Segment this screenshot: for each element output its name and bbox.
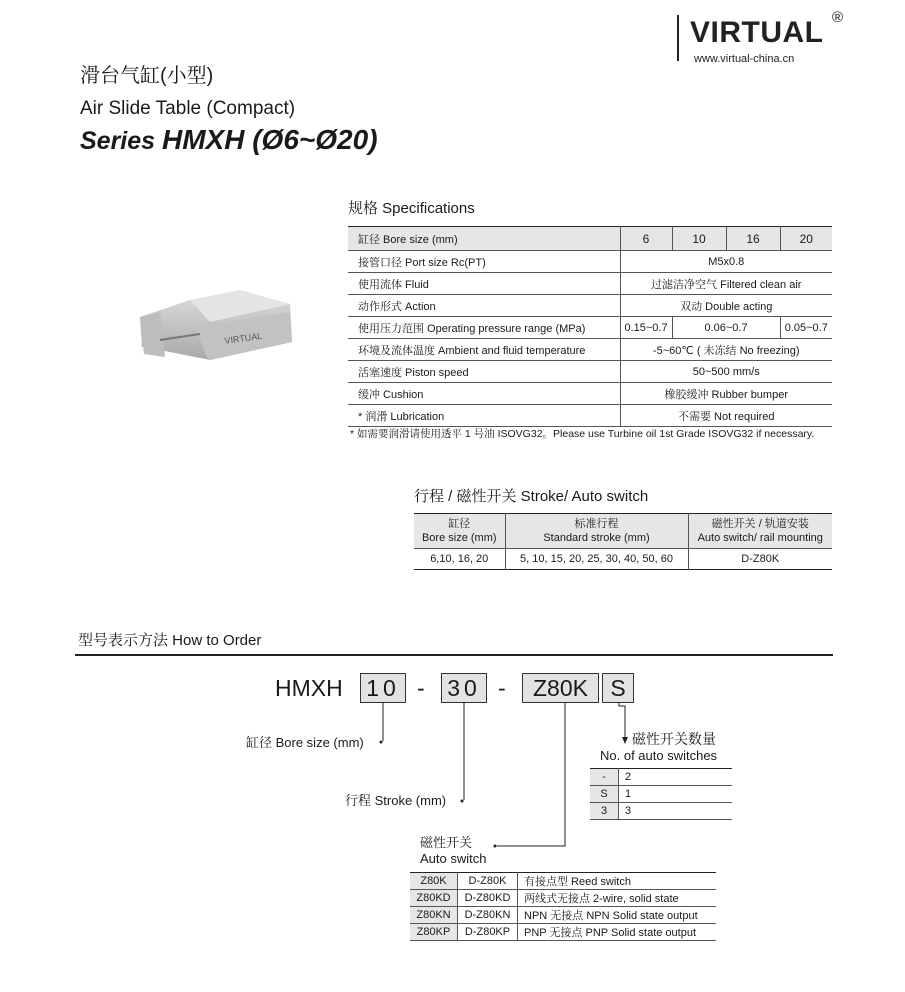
switch-code: Z80KN (410, 907, 458, 924)
switch-value: D-Z80K (688, 549, 832, 570)
order-prefix: HMXH (275, 675, 343, 701)
switch-label-en: Auto switch (420, 851, 487, 866)
dash: - (498, 675, 506, 701)
table-row (410, 907, 716, 924)
switch-model: D-Z80KP (458, 924, 518, 941)
spec-label: 活塞速度 Piston speed (348, 361, 620, 383)
qty-table (590, 768, 732, 820)
table-row (410, 890, 716, 907)
spec-value: 0.15~0.7 (620, 317, 672, 339)
qty-code: 3 (590, 803, 619, 820)
spec-value: 橡胶缓冲 Rubber bumper (620, 383, 832, 405)
switch-desc: NPN 无接点 NPN Solid state output (518, 907, 717, 924)
spec-label: 使用流体 Fluid (348, 273, 620, 295)
product-label: VIRTUAL (223, 330, 263, 346)
spec-value: 0.05~0.7 (780, 317, 832, 339)
switch-code: Z80KP (410, 924, 458, 941)
stroke-values: 5, 10, 15, 20, 25, 30, 40, 50, 60 (505, 549, 688, 570)
switch-model: D-Z80K (458, 873, 518, 890)
specs-heading: 规格 Specifications (348, 200, 475, 217)
qty-code: - (590, 769, 619, 786)
header-switch: 磁性开关 / 轨道安装 Auto switch/ rail mounting (688, 514, 832, 549)
order-heading: 型号表示方法 How to Order (78, 632, 262, 649)
header-bore: 缸径 Bore size (mm) (414, 514, 505, 549)
switch-model: D-Z80KD (458, 890, 518, 907)
qty-code-box: S (602, 673, 634, 703)
qty-count: 1 (619, 786, 733, 803)
qty-count: 3 (619, 803, 733, 820)
spec-label: 使用压力范围 Operating pressure range (MPa) (348, 317, 620, 339)
title-cn: 滑台气缸(小型) (80, 65, 214, 87)
qty-count: 2 (619, 769, 733, 786)
switch-table (410, 872, 716, 941)
table-row (410, 873, 716, 890)
header-stroke: 标准行程 Standard stroke (mm) (505, 514, 688, 549)
bore-code-box: 10 (360, 673, 406, 703)
series-prefix: Series (80, 127, 156, 155)
bore-size-label: 缸径 Bore size (mm) (348, 227, 620, 251)
spec-label: 缓冲 Cushion (348, 383, 620, 405)
switch-model: D-Z80KN (458, 907, 518, 924)
title-en: Air Slide Table (Compact) (80, 98, 296, 119)
qty-label-en: No. of auto switches (600, 748, 718, 763)
table-row (590, 769, 732, 786)
brand-url: www.virtual-china.cn (694, 53, 795, 65)
switch-desc: 有接点型 Reed switch (518, 873, 717, 890)
table-row (590, 786, 732, 803)
switch-code-box: Z80K (522, 673, 599, 703)
spec-value: M5x0.8 (620, 251, 832, 273)
spec-value: 0.06~0.7 (672, 317, 780, 339)
bore-value: 6 (620, 227, 672, 251)
qty-label-cn: 磁性开关数量 (632, 731, 716, 747)
spec-label: 接管口径 Port size Rc(PT) (348, 251, 620, 273)
spec-value: 双动 Double acting (620, 295, 832, 317)
table-row (590, 803, 732, 820)
spec-label: 动作形式 Action (348, 295, 620, 317)
qty-code: S (590, 786, 619, 803)
spec-value: -5~60℃ ( 未冻结 No freezing) (620, 339, 832, 361)
stroke-code-box: 30 (441, 673, 487, 703)
spec-value: 不需要 Not required (620, 405, 832, 427)
series-name: HMXH (Ø6~Ø20) (162, 124, 378, 155)
switch-desc: PNP 无接点 PNP Solid state output (518, 924, 717, 941)
stroke-label: 行程 Stroke (mm) (345, 793, 447, 808)
dash: - (417, 675, 425, 701)
switch-code: Z80K (410, 873, 458, 890)
bore-values: 6,10, 16, 20 (430, 553, 489, 565)
spec-label: 环境及流体温度 Ambient and fluid temperature (348, 339, 620, 361)
spec-value: 50~500 mm/s (620, 361, 832, 383)
switch-label-cn: 磁性开关 (420, 835, 473, 850)
switch-code: Z80KD (410, 890, 458, 907)
bore-value: 16 (726, 227, 780, 251)
brand-logo: VIRTUAL (690, 16, 824, 49)
registered-mark: ® (832, 9, 844, 26)
table-row (410, 924, 716, 941)
spec-label: * 润滑 Lubrication (348, 405, 620, 427)
bore-value: 20 (780, 227, 832, 251)
switch-desc: 两线式无接点 2-wire, solid state (518, 890, 717, 907)
specs-footnote: * 如需要润滑请使用透平 1 号油 ISOVG32。Please use Turbine oil 1st Grade ISOVG32 if necessary. (350, 428, 815, 440)
bore-label: 缸径 Bore size (mm) (246, 735, 364, 750)
bore-value: 10 (672, 227, 726, 251)
spec-value: 过滤洁净空气 Filtered clean air (620, 273, 832, 295)
stroke-heading: 行程 / 磁性开关 Stroke/ Auto switch (414, 488, 649, 505)
